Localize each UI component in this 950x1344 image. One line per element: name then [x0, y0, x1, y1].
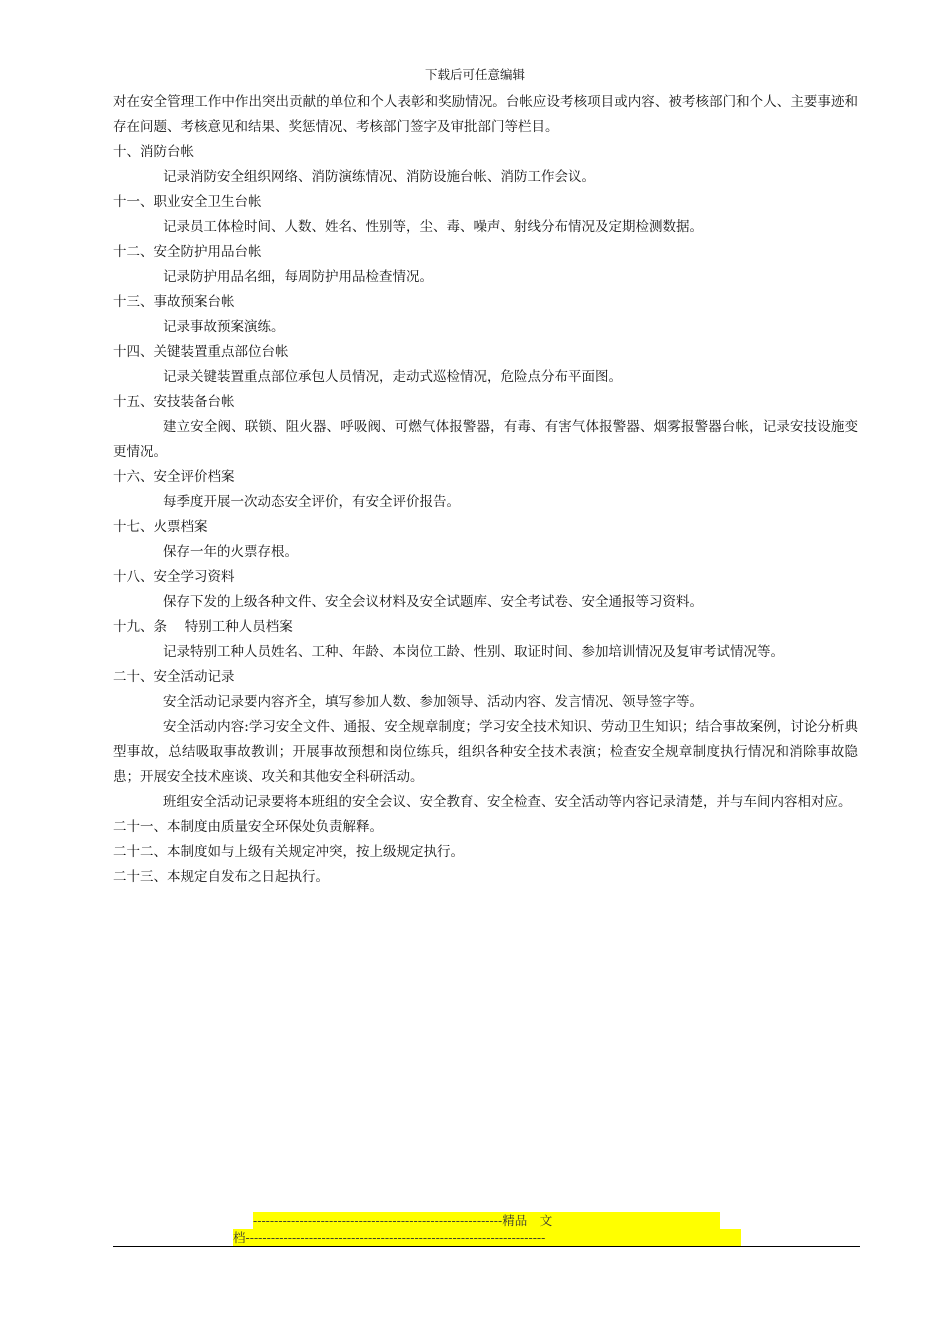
section-heading-protective-equipment: 十二、安全防护用品台帐 [113, 244, 262, 260]
section-heading-key-units: 十四、关键装置重点部位台帐 [113, 344, 289, 360]
section-body-protective-equipment: 记录防护用品名细，每周防护用品检查情况。 [163, 269, 433, 285]
section-heading-safety-evaluation: 十六、安全评价档案 [113, 469, 235, 485]
section-body-fire: 记录消防安全组织网络、消防演练情况、消防设施台帐、消防工作会议。 [163, 169, 595, 185]
closing-clause-conflict: 二十二、本制度如与上级有关规定冲突，按上级规定执行。 [113, 844, 464, 860]
section-body-emergency-plan: 记录事故预案演练。 [163, 319, 285, 335]
section-body-fire-permit: 保存一年的火票存根。 [163, 544, 298, 560]
section-body-special-workers: 记录特别工种人员姓名、工种、年龄、本岗位工龄、性别、取证时间、参加培训情况及复审考试情况等。 [163, 644, 784, 660]
section-body-safety-activities-2: 安全活动内容:学习安全文件、通报、安全规章制度；学习安全技术知识、劳动卫生知识；结合事故案例，讨论分析典型事故，总结吸取事故教训；开展事故预想和岗位练兵，组织各种安全技术表演；检查安全规章制度执行情况和消除事故隐患；开展安全技术座谈、攻关和其他安全科研活动。 [113, 719, 858, 785]
document-body [113, 90, 858, 890]
section-heading-emergency-plan: 十三、事故预案台帐 [113, 294, 235, 310]
closing-clause-effective-date: 二十三、本规定自发布之日起执行。 [113, 869, 329, 885]
page-header: 下载后可任意编辑 [424, 67, 525, 82]
section-heading-fire: 十、消防台帐 [113, 144, 194, 160]
footer-watermark-line-2: 档----------------------------------------------------------------------- [233, 1229, 741, 1247]
section-body-safety-activities-3: 班组安全活动记录要将本班组的安全会议、安全教育、安全检查、安全活动等内容记录清楚，并与车间内容相对应。 [163, 794, 852, 810]
section-body-occupational-health: 记录员工体检时间、人数、姓名、性别等，尘、毒、噪声、射线分布情况及定期检测数据。 [163, 219, 703, 235]
section-heading-study-materials: 十八、安全学习资料 [113, 569, 235, 585]
section-heading-safety-activities: 二十、安全活动记录 [113, 669, 235, 685]
section-heading-special-workers: 十九、条 特别工种人员档案 [113, 619, 293, 635]
section-heading-safety-equipment: 十五、安技装备台帐 [113, 394, 235, 410]
footer-divider [113, 1246, 860, 1247]
section-body-key-units: 记录关键装置重点部位承包人员情况，走动式巡检情况，危险点分布平面图。 [163, 369, 622, 385]
section-body-safety-activities-1: 安全活动记录要内容齐全，填写参加人数、参加领导、活动内容、发言情况、领导签字等。 [163, 694, 703, 710]
section-body-study-materials: 保存下发的上级各种文件、安全会议材料及安全试题库、安全考试卷、安全通报等习资料。 [163, 594, 703, 610]
intro-paragraph: 对在安全管理工作中作出突出贡献的单位和个人表彰和奖励情况。台帐应设考核项目或内容、被考核部门和个人、主要事迹和存在问题、考核意见和结果、奖惩情况、考核部门签字及审批部门等栏目。 [113, 94, 858, 135]
section-body-safety-equipment: 建立安全阀、联锁、阻火器、呼吸阀、可燃气体报警器，有毒、有害气体报警器、烟雾报警器台帐，记录安技设施变更情况。 [113, 419, 858, 460]
section-body-safety-evaluation: 每季度开展一次动态安全评价，有安全评价报告。 [163, 494, 460, 510]
section-heading-occupational-health: 十一、职业安全卫生台帐 [113, 194, 262, 210]
footer-watermark-line-1: -----------------------------------------------------------精品 文 [253, 1212, 720, 1230]
closing-clause-interpretation: 二十一、本制度由质量安全环保处负责解释。 [113, 819, 383, 835]
section-heading-fire-permit: 十七、火票档案 [113, 519, 208, 535]
